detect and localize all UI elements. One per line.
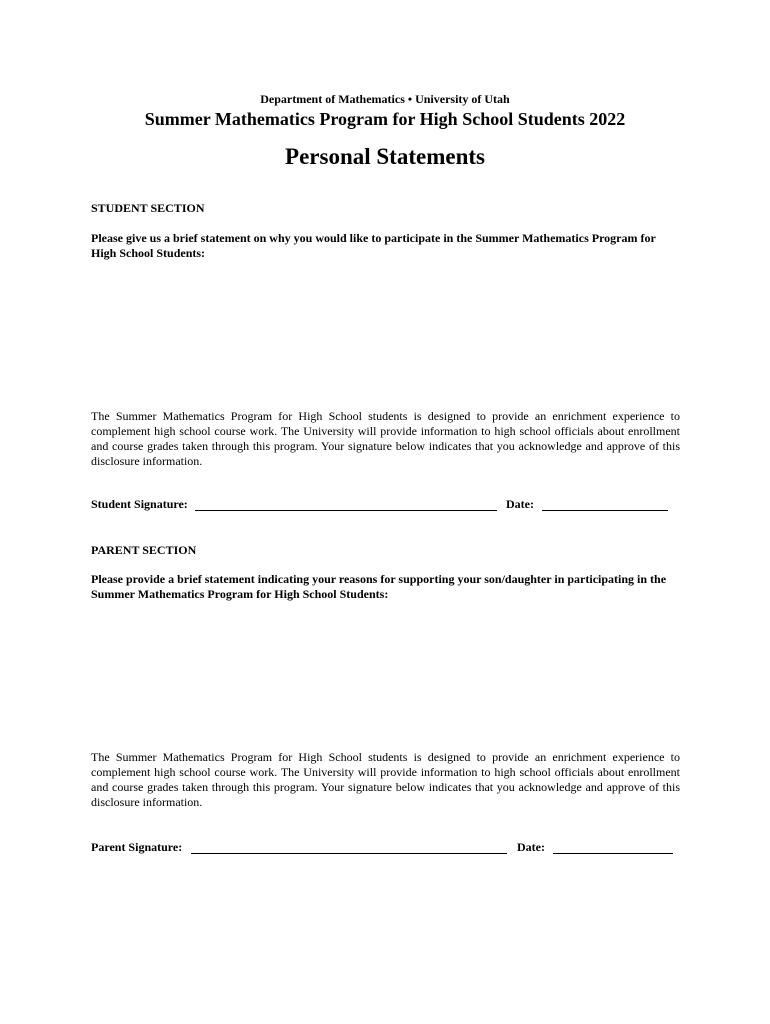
page-title: Personal Statements (285, 144, 485, 169)
student-disclosure-text: The Summer Mathematics Program for High School students is designed to provide an enrichment experience to complement high school course work. The University will provide information to high school officials about enrollment and course grades taken through this program. Your signature below indicates that you acknowledge and approve of this disclosure information. (91, 409, 680, 468)
department-line: Department of Mathematics • University of Utah (260, 92, 510, 106)
student-signature-row (91, 497, 671, 513)
student-date-label: Date: (506, 497, 534, 511)
parent-date-label: Date: (517, 840, 545, 854)
parent-disclosure-text: The Summer Mathematics Program for High School students is designed to provide an enrichment experience to complement high school course work. The University will provide information to high school officials about enrollment and course grades taken through this program. Your signature below indicates that you acknowledge and approve of this disclosure information. (91, 750, 680, 809)
student-signature-line[interactable] (195, 510, 497, 511)
student-statement-prompt: Please give us a brief statement on why you would like to participate in the Summer Mathematics Program for High School Students: (91, 231, 656, 260)
parent-statement-prompt: Please provide a brief statement indicating your reasons for supporting your son/daughter in participating in the Summer Mathematics Program for High School Students: (91, 572, 667, 601)
student-section-heading: STUDENT SECTION (91, 201, 205, 215)
student-date-line[interactable] (542, 510, 668, 511)
student-statement-area[interactable] (91, 266, 680, 402)
parent-section-heading: PARENT SECTION (91, 543, 197, 557)
parent-signature-label: Parent Signature: (91, 840, 183, 854)
parent-signature-row (91, 840, 676, 856)
parent-statement-area[interactable] (91, 607, 680, 745)
parent-date-line[interactable] (553, 853, 673, 854)
student-signature-label: Student Signature: (91, 497, 188, 511)
program-title: Summer Mathematics Program for High School Students 2022 (144, 109, 626, 129)
parent-signature-line[interactable] (191, 853, 507, 854)
